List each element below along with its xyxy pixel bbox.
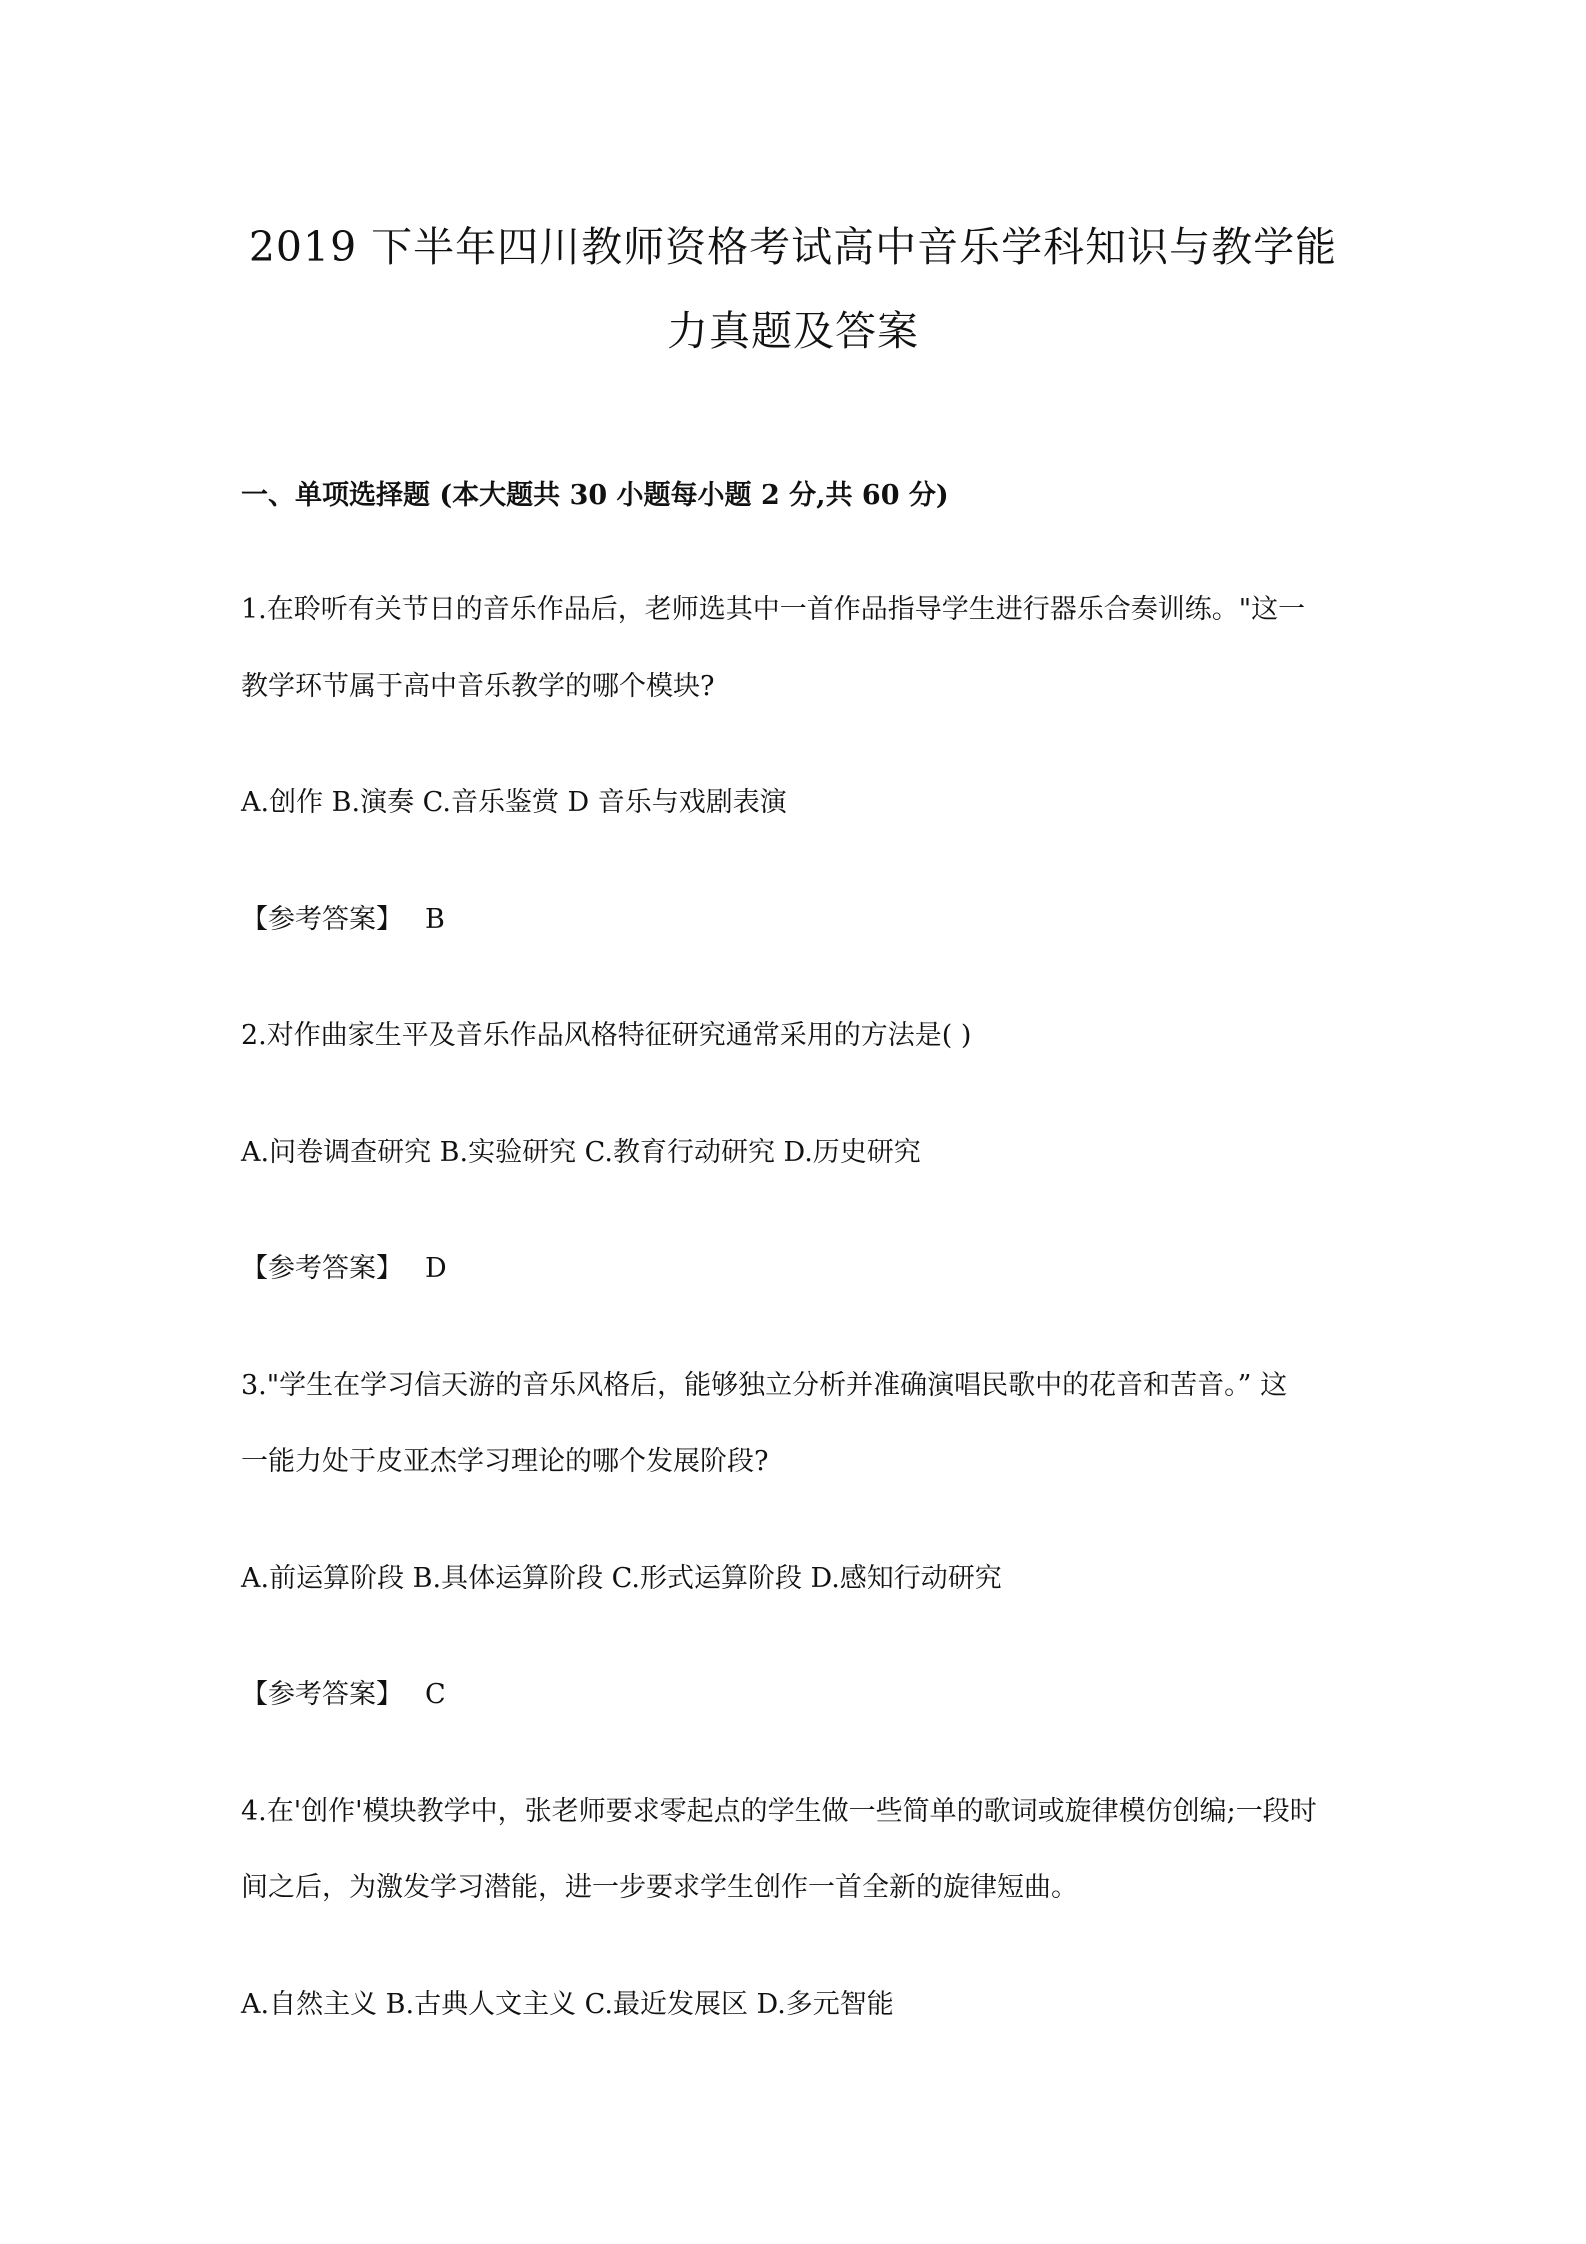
answer-value: D [425, 1253, 447, 1284]
question-4-stem-line-2: 间之后，为激发学习潜能，进一步要求学生创作一首全新的旋律短曲。 [241, 1872, 1078, 1903]
document-title-line-2: 力真题及答案 [667, 307, 919, 355]
question-2-stem-line-1: 2.对作曲家生平及音乐作品风格特征研究通常采用的方法是( ) [241, 1020, 972, 1051]
question-3-stem-line-2: 一能力处于皮亚杰学习理论的哪个发展阶段? [241, 1446, 769, 1477]
answer-label: 【参考答案】 [241, 904, 403, 935]
question-3-stem-line-1: 3."学生在学习信天游的音乐风格后，能够独立分析并准确演唱民歌中的花音和苦音。” 这 [241, 1370, 1288, 1401]
question-4-options: A.自然主义 B.古典人文主义 C.最近发展区 D.多元智能 [241, 1989, 894, 2020]
question-1-answer [241, 902, 445, 938]
question-2-answer [241, 1251, 447, 1287]
document-title-line-1: 2019 下半年四川教师资格考试高中音乐学科知识与教学能 [248, 223, 1338, 271]
section-heading: 一、单项选择题 (本大题共 30 小题每小题 2 分,共 60 分) [241, 480, 949, 511]
question-4-stem-line-1: 4.在'创作'模块教学中，张老师要求零起点的学生做一些简单的歌词或旋律模仿创编;一段时 [241, 1796, 1317, 1827]
question-3-answer [241, 1677, 446, 1713]
answer-label: 【参考答案】 [241, 1679, 403, 1710]
answer-value: B [425, 904, 445, 935]
question-3-options: A.前运算阶段 B.具体运算阶段 C.形式运算阶段 D.感知行动研究 [241, 1563, 1002, 1594]
question-1-stem-line-1: 1.在聆听有关节日的音乐作品后，老师选其中一首作品指导学生进行器乐合奏训练。"这一 [241, 594, 1306, 625]
answer-value: C [425, 1679, 446, 1710]
question-2-options: A.问卷调查研究 B.实验研究 C.教育行动研究 D.历史研究 [241, 1137, 921, 1168]
answer-label: 【参考答案】 [241, 1253, 403, 1284]
question-1-stem-line-2: 教学环节属于高中音乐教学的哪个模块? [241, 671, 715, 702]
question-1-options: A.创作 B.演奏 C.音乐鉴赏 D 音乐与戏剧表演 [241, 787, 787, 818]
